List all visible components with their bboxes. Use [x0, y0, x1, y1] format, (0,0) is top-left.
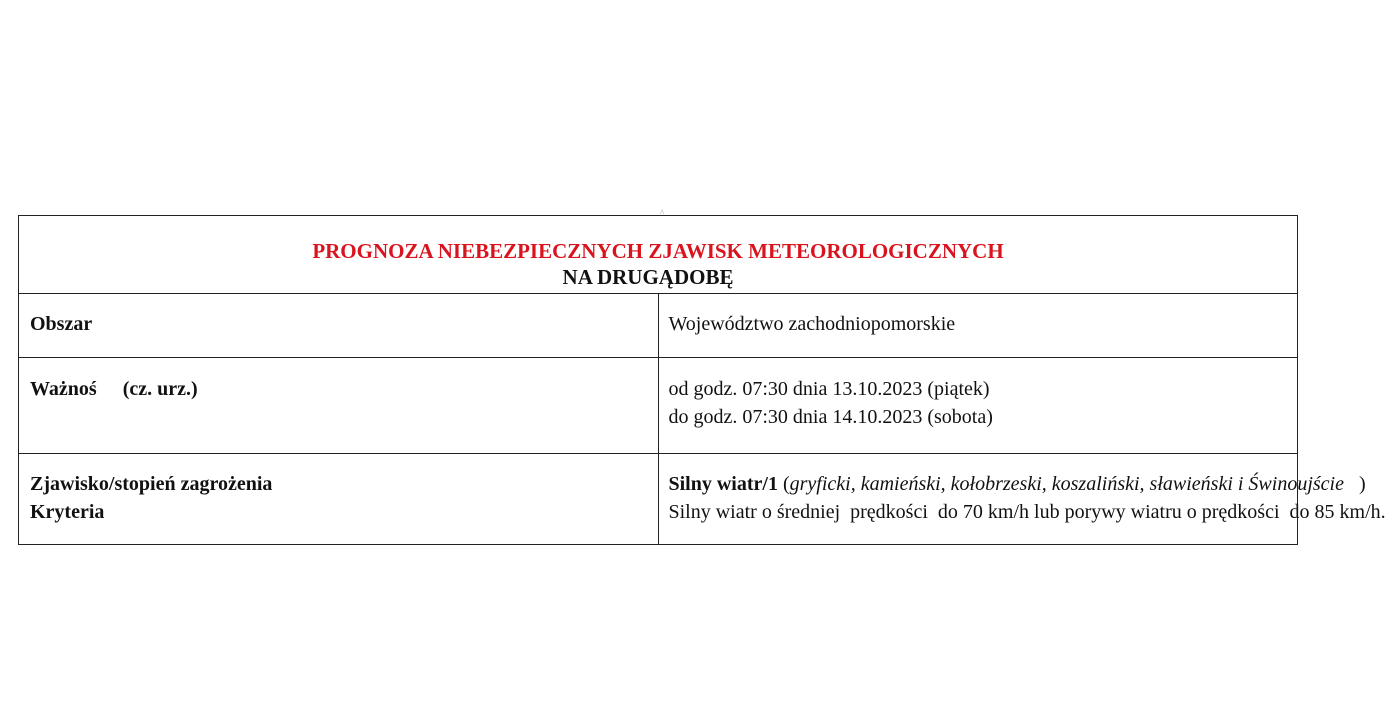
document-title: PROGNOZA NIEBEZPIECZNYCH ZJAWISK METEOROLOGICZNYCH [312, 238, 1004, 263]
phenomenon-name: Silny wiatr/1 [668, 473, 778, 495]
validity-value [658, 358, 1298, 454]
phenomenon-areas: gryficki, kamieński, kołobrzeski, koszaliński, sławieński i Świnoujście [789, 473, 1344, 495]
area-value: Województwo zachodniopomorskie [658, 294, 1298, 358]
phenomenon-label-line2: Kryteria [30, 501, 105, 523]
title-cell [19, 216, 1298, 294]
scan-mark: ^ [660, 208, 665, 218]
warning-table [18, 215, 1386, 545]
document-subtitle: NA DRUGĄDOBĘ [562, 264, 734, 289]
phenomenon-line [668, 470, 1366, 498]
phenomenon-row [19, 454, 1298, 545]
phenomenon-open-paren: ( [777, 473, 790, 495]
validity-label [19, 358, 659, 454]
phenomenon-value [658, 454, 1386, 545]
phenomenon-label [19, 454, 659, 545]
area-label: Obszar [19, 294, 659, 358]
phenomenon-criteria: Silny wiatr o średniej prędkości do 70 km/h lub porywy wiatru o prędkości do 85 km/h. [668, 501, 1386, 523]
validity-row [19, 358, 1298, 454]
validity-label-main: Ważnoś [30, 378, 97, 400]
area-row [19, 294, 1298, 358]
title-row [19, 216, 1298, 294]
validity-from: od godz. 07:30 dnia 13.10.2023 (piątek) [668, 378, 990, 400]
phenomenon-close-paren: ) [1343, 473, 1366, 495]
phenomenon-label-line1: Zjawisko/stopień zagrożenia [30, 473, 273, 495]
validity-label-suffix: (cz. urz.) [122, 378, 198, 400]
validity-to: do godz. 07:30 dnia 14.10.2023 (sobota) [668, 406, 993, 428]
